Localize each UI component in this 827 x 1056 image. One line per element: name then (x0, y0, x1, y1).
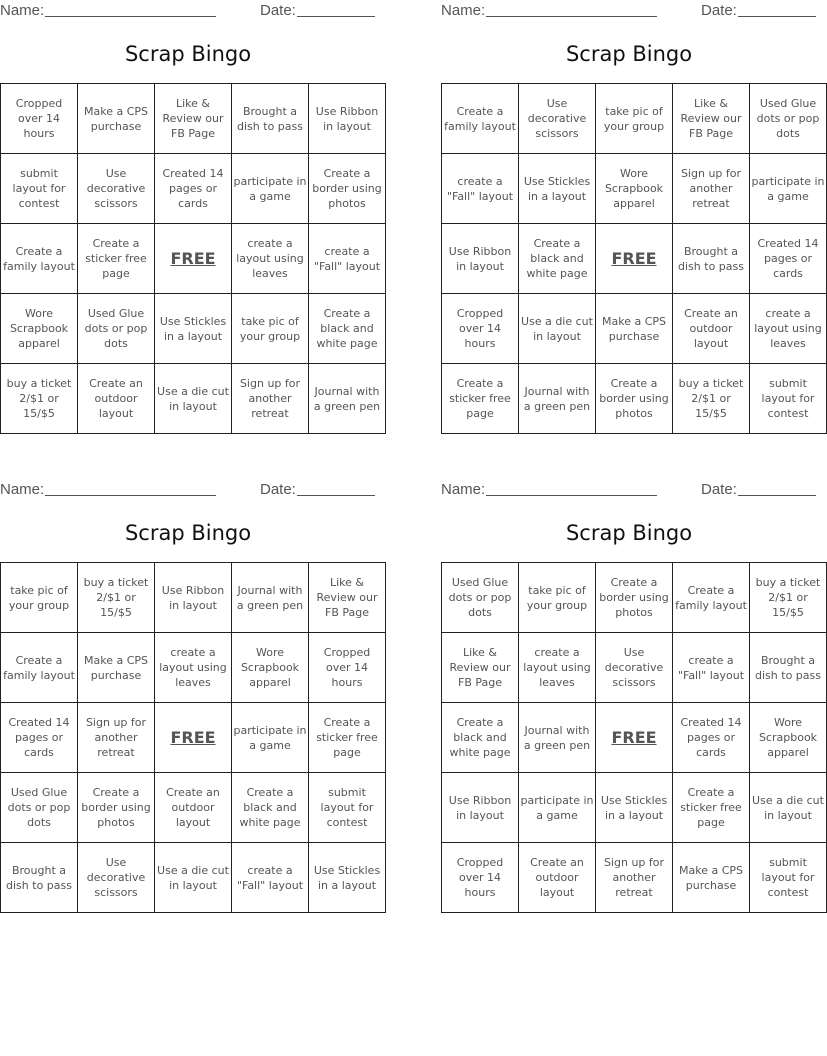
bingo-cell: Used Glue dots or pop dots (750, 84, 827, 154)
card-header (0, 479, 376, 501)
grid-row (442, 563, 827, 633)
bingo-cell: Created 14 pages or cards (1, 703, 78, 773)
card-title: Scrap Bingo (124, 521, 252, 545)
card-title: Scrap Bingo (565, 42, 693, 66)
bingo-cell: Used Glue dots or pop dots (78, 294, 155, 364)
date-label: Date: (701, 2, 737, 19)
bingo-cell: Use decorative scissors (596, 633, 673, 703)
bingo-cell: Create a family layout (442, 84, 519, 154)
bingo-cell: create a layout using leaves (155, 633, 232, 703)
bingo-cell: Journal with a green pen (519, 364, 596, 434)
bingo-cell: Use a die cut in layout (519, 294, 596, 364)
bingo-cell: Like & Review our FB Page (309, 563, 386, 633)
bingo-cell: Like & Review our FB Page (673, 84, 750, 154)
card-header (441, 0, 817, 22)
bingo-grid (441, 562, 827, 913)
bingo-cell: Cropped over 14 hours (309, 633, 386, 703)
bingo-cell: Create a sticker free page (78, 224, 155, 294)
grid-row (1, 773, 386, 843)
bingo-cell: Cropped over 14 hours (1, 84, 78, 154)
bingo-cell: Sign up for another retreat (78, 703, 155, 773)
name-label: Name: (0, 2, 45, 19)
bingo-cell: participate in a game (519, 773, 596, 843)
bingo-cell: Brought a dish to pass (673, 224, 750, 294)
bingo-cell: Cropped over 14 hours (442, 294, 519, 364)
date-label: Date: (701, 481, 737, 498)
bingo-cell: Create a border using photos (596, 364, 673, 434)
bingo-cell: Make a CPS purchase (78, 84, 155, 154)
bingo-cell: Use decorative scissors (78, 843, 155, 913)
grid-row (442, 773, 827, 843)
bingo-cell: Use a die cut in layout (750, 773, 827, 843)
grid-row (442, 154, 827, 224)
bingo-cell: participate in a game (232, 703, 309, 773)
grid-row (1, 224, 386, 294)
bingo-cell: Create a sticker free page (309, 703, 386, 773)
grid-row (442, 703, 827, 773)
bingo-cell: Like & Review our FB Page (155, 84, 232, 154)
card-header (441, 479, 817, 501)
grid-row (442, 843, 827, 913)
bingo-cell: create a "Fall" layout (309, 224, 386, 294)
bingo-cell: Create a family layout (1, 224, 78, 294)
grid-row (1, 703, 386, 773)
bingo-card (0, 0, 382, 440)
bingo-cell: Create a black and white page (442, 703, 519, 773)
bingo-cell: Brought a dish to pass (750, 633, 827, 703)
bingo-cell: submit layout for contest (750, 843, 827, 913)
bingo-cell: Used Glue dots or pop dots (1, 773, 78, 843)
bingo-cell: Create a border using photos (596, 563, 673, 633)
name-line (486, 495, 657, 496)
bingo-cell: Wore Scrapbook apparel (1, 294, 78, 364)
bingo-cell: Use Ribbon in layout (155, 563, 232, 633)
free-cell: FREE (596, 703, 673, 773)
bingo-cell: buy a ticket 2/$1 or 15/$5 (750, 563, 827, 633)
bingo-grid (0, 562, 386, 913)
bingo-cell: create a layout using leaves (232, 224, 309, 294)
bingo-cell: submit layout for contest (1, 154, 78, 224)
bingo-cell: Create a black and white page (519, 224, 596, 294)
grid-row (1, 364, 386, 434)
date-line (297, 495, 375, 496)
bingo-cell: Sign up for another retreat (596, 843, 673, 913)
grid-row (1, 843, 386, 913)
bingo-cell: Create a border using photos (309, 154, 386, 224)
date-line (738, 495, 816, 496)
bingo-cell: Make a CPS purchase (673, 843, 750, 913)
bingo-cell: Brought a dish to pass (232, 84, 309, 154)
bingo-cell: create a layout using leaves (750, 294, 827, 364)
date-label: Date: (260, 2, 296, 19)
bingo-cell: Use a die cut in layout (155, 364, 232, 434)
grid-row (1, 563, 386, 633)
grid-row (1, 84, 386, 154)
bingo-cell: Created 14 pages or cards (155, 154, 232, 224)
bingo-cell: buy a ticket 2/$1 or 15/$5 (1, 364, 78, 434)
card-title: Scrap Bingo (565, 521, 693, 545)
grid-row (1, 294, 386, 364)
bingo-cell: Make a CPS purchase (78, 633, 155, 703)
bingo-cell: Create a sticker free page (442, 364, 519, 434)
bingo-cell: Create an outdoor layout (673, 294, 750, 364)
bingo-cell: Create a family layout (1, 633, 78, 703)
bingo-grid (441, 83, 827, 434)
date-line (738, 16, 816, 17)
bingo-cell: Use decorative scissors (519, 84, 596, 154)
bingo-cell: Cropped over 14 hours (442, 843, 519, 913)
bingo-cell: buy a ticket 2/$1 or 15/$5 (78, 563, 155, 633)
name-line (45, 16, 216, 17)
bingo-card (441, 0, 825, 440)
bingo-cell: Create a family layout (673, 563, 750, 633)
card-title: Scrap Bingo (124, 42, 252, 66)
bingo-cell: take pic of your group (596, 84, 673, 154)
bingo-cell: Use Stickles in a layout (155, 294, 232, 364)
bingo-cell: Brought a dish to pass (1, 843, 78, 913)
bingo-cell: Wore Scrapbook apparel (596, 154, 673, 224)
bingo-cell: Create a black and white page (309, 294, 386, 364)
bingo-cell: create a "Fall" layout (673, 633, 750, 703)
date-label: Date: (260, 481, 296, 498)
grid-row (442, 364, 827, 434)
bingo-cell: Create an outdoor layout (519, 843, 596, 913)
bingo-cell: Use decorative scissors (78, 154, 155, 224)
grid-row (442, 224, 827, 294)
bingo-cell: Sign up for another retreat (232, 364, 309, 434)
bingo-cell: Created 14 pages or cards (750, 224, 827, 294)
card-header (0, 0, 376, 22)
grid-row (442, 84, 827, 154)
name-label: Name: (441, 2, 486, 19)
bingo-cell: Use Ribbon in layout (442, 773, 519, 843)
bingo-cell: participate in a game (232, 154, 309, 224)
bingo-cell: Create a sticker free page (673, 773, 750, 843)
bingo-cell: create a "Fall" layout (442, 154, 519, 224)
name-label: Name: (0, 481, 45, 498)
bingo-card (0, 479, 381, 919)
bingo-cell: Use Ribbon in layout (309, 84, 386, 154)
bingo-cell: Use Ribbon in layout (442, 224, 519, 294)
bingo-cell: Used Glue dots or pop dots (442, 563, 519, 633)
free-cell: FREE (596, 224, 673, 294)
name-label: Name: (441, 481, 486, 498)
bingo-cell: buy a ticket 2/$1 or 15/$5 (673, 364, 750, 434)
bingo-cell: Journal with a green pen (232, 563, 309, 633)
bingo-cell: create a "Fall" layout (232, 843, 309, 913)
bingo-card (441, 479, 824, 919)
bingo-cell: submit layout for contest (309, 773, 386, 843)
bingo-cell: Like & Review our FB Page (442, 633, 519, 703)
bingo-cell: Use Stickles in a layout (519, 154, 596, 224)
bingo-cell: Journal with a green pen (519, 703, 596, 773)
bingo-cell: Make a CPS purchase (596, 294, 673, 364)
grid-row (442, 294, 827, 364)
bingo-cell: Create a border using photos (78, 773, 155, 843)
grid-row (1, 633, 386, 703)
free-cell: FREE (155, 703, 232, 773)
bingo-cell: take pic of your group (1, 563, 78, 633)
free-cell: FREE (155, 224, 232, 294)
name-line (486, 16, 657, 17)
grid-row (442, 633, 827, 703)
date-line (297, 16, 375, 17)
bingo-cell: take pic of your group (232, 294, 309, 364)
bingo-grid (0, 83, 386, 434)
bingo-cell: Use a die cut in layout (155, 843, 232, 913)
name-line (45, 495, 216, 496)
bingo-cell: take pic of your group (519, 563, 596, 633)
bingo-cell: Journal with a green pen (309, 364, 386, 434)
bingo-cell: submit layout for contest (750, 364, 827, 434)
grid-row (1, 154, 386, 224)
bingo-cell: participate in a game (750, 154, 827, 224)
bingo-cell: Use Stickles in a layout (309, 843, 386, 913)
bingo-cell: Wore Scrapbook apparel (750, 703, 827, 773)
bingo-cell: Wore Scrapbook apparel (232, 633, 309, 703)
bingo-cell: Use Stickles in a layout (596, 773, 673, 843)
bingo-cell: Sign up for another retreat (673, 154, 750, 224)
bingo-cell: Create a black and white page (232, 773, 309, 843)
bingo-cell: create a layout using leaves (519, 633, 596, 703)
bingo-cell: Create an outdoor layout (155, 773, 232, 843)
bingo-cell: Created 14 pages or cards (673, 703, 750, 773)
bingo-cell: Create an outdoor layout (78, 364, 155, 434)
